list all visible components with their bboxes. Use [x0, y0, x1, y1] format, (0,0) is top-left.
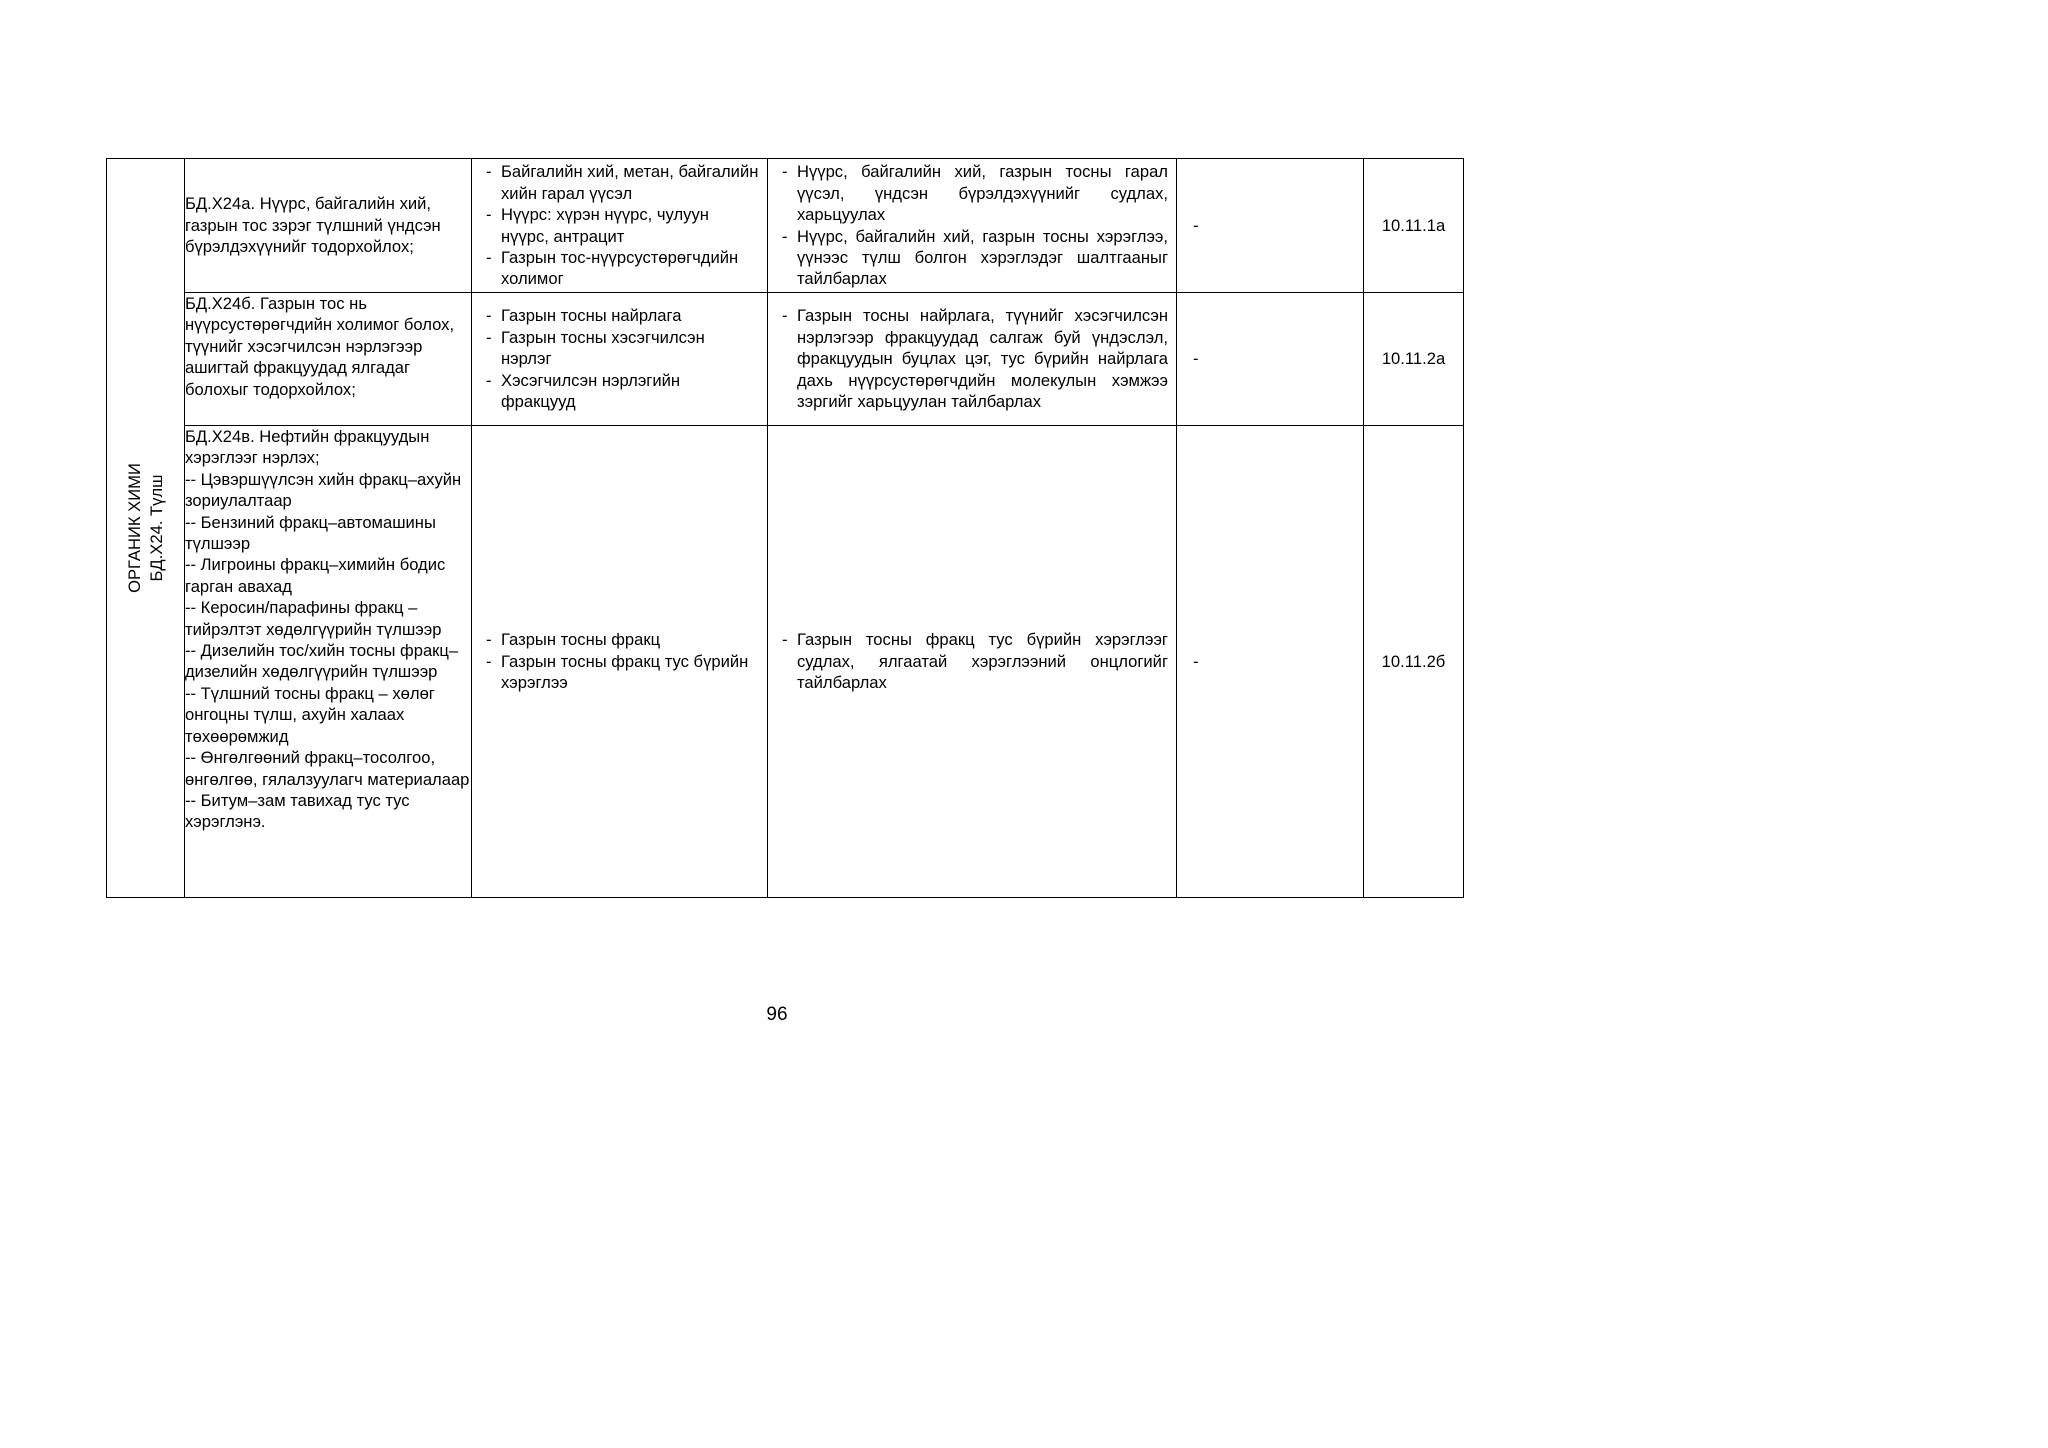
content-cell: [472, 159, 768, 293]
activities-cell: [768, 426, 1177, 898]
objective-text: -- Лигроины фракц–химийн бодис гарган авахад: [185, 555, 446, 596]
subject-cell: [107, 159, 185, 898]
objective-text: -- Өнгөлгөөний фракц–тосолгоо, өнгөлгөө, гялалзуулагч материалаар: [185, 748, 470, 789]
list-item: - Нүүрс: хүрэн нүүрс, чулуун нүүрс, антрацит: [486, 204, 759, 247]
objective-text: -- Түлшний тосны фракц – хөлөг онгоцны түлш, ахуйн халаах төхөөрөмжид: [185, 683, 435, 746]
activities-list: [768, 629, 1176, 693]
list-item: - Газрын тосны хэсэгчилсэн нэрлэг: [486, 327, 759, 370]
content-cell: [472, 426, 768, 898]
objective-text: -- Дизелийн тос/хийн тосны фракц–дизелийн хөдөлгүүрийн түлшээр: [185, 641, 459, 682]
objective-cell: [185, 293, 472, 426]
list-item: - Нүүрс, байгалийн хий, газрын тосны хэрэглээ, үүнээс түлш болгон хэрэглэдэг шалтгааныг тайлбарлах: [782, 226, 1168, 290]
code-cell: 10.11.2б: [1364, 426, 1464, 898]
content-list: [472, 161, 767, 289]
list-item: - Газрын тосны фракц: [486, 629, 759, 650]
list-item: - Байгалийн хий, метан, байгалийн хийн гарал үүсэл: [486, 161, 759, 204]
subject-vertical-label: [124, 463, 168, 593]
dash-cell: -: [1177, 293, 1364, 426]
activities-list: [768, 305, 1176, 412]
objective-cell: [185, 426, 472, 898]
dash-cell: -: [1177, 426, 1364, 898]
list-item: - Газрын тос-нүүрсустөрөгчдийн холимог: [486, 247, 759, 290]
list-item: - Газрын тосны фракц тус бүрийн хэрэглээ: [486, 651, 759, 694]
objective-text: БД.Х24а. Нүүрс, байгалийн хий, газрын тос зэрэг түлшний үндсэн бүрэлдэхүүнийг тодорхойлох;: [185, 194, 441, 257]
objective-cell: [185, 159, 472, 293]
table-row: [107, 426, 1464, 898]
list-item: - Хэсэгчилсэн нэрлэгийн фракцууд: [486, 370, 759, 413]
list-item: - Нүүрс, байгалийн хий, газрын тосны гарал үүсэл, үндсэн бүрэлдэхүүнийг судлах, харьцуулах: [782, 161, 1168, 225]
objective-text: БД.Х24б. Газрын тос нь нүүрсустөрөгчдийн холимог болох, түүнийг хэсэгчилсэн нэрлэгээр ашигтай фракцуудад ялгадаг болохыг тодорхойлох;: [185, 294, 455, 399]
page-number: 96: [766, 1004, 788, 1025]
activities-cell: [768, 159, 1177, 293]
subject-title: ОРГАНИК ХИМИ: [125, 462, 144, 593]
objective-text: -- Бензиний фракц–автомашины түлшээр: [185, 512, 436, 554]
curriculum-table: [106, 158, 1464, 898]
dash-cell: -: [1177, 159, 1364, 293]
list-item: - Газрын тосны найрлага, түүнийг хэсэгчилсэн нэрлэгээр фракцуудад салгаж буй үндэслэл, фракцуудын буцлах цэг, тус бүрийн найрлага дахь нүүрсустөрөгчдийн молекулын хэмжээ зэргийг харьцуулан тайлбарлах: [782, 305, 1168, 412]
list-item: - Газрын тосны найрлага: [486, 305, 759, 326]
objective-text: -- Битум–зам тавихад тус тус хэрэглэнэ.: [185, 790, 410, 832]
content-list: [472, 629, 767, 693]
code-cell: 10.11.2а: [1364, 293, 1464, 426]
subject-unit: БД.Х24. Түлш: [147, 474, 166, 581]
objective-text: -- Цэвэршүүлсэн хийн фракц–ахуйн зориулалтаар: [185, 469, 462, 511]
content-cell: [472, 293, 768, 426]
objective-text: БД.Х24в. Нефтийн фракцуудын хэрэглээг нэрлэх;: [185, 427, 430, 468]
list-item: - Газрын тосны фракц тус бүрийн хэрэглээг судлах, ялгаатай хэрэглээний онцлогийг тайлбарлах: [782, 629, 1168, 693]
code-cell: 10.11.1а: [1364, 159, 1464, 293]
activities-list: [768, 161, 1176, 289]
objective-text: -- Керосин/парафины фракц – тийрэлтэт хөдөлгүүрийн түлшээр: [185, 598, 442, 639]
table-row: [107, 293, 1464, 426]
content-list: [472, 305, 767, 412]
activities-cell: [768, 293, 1177, 426]
table-row: [107, 159, 1464, 293]
